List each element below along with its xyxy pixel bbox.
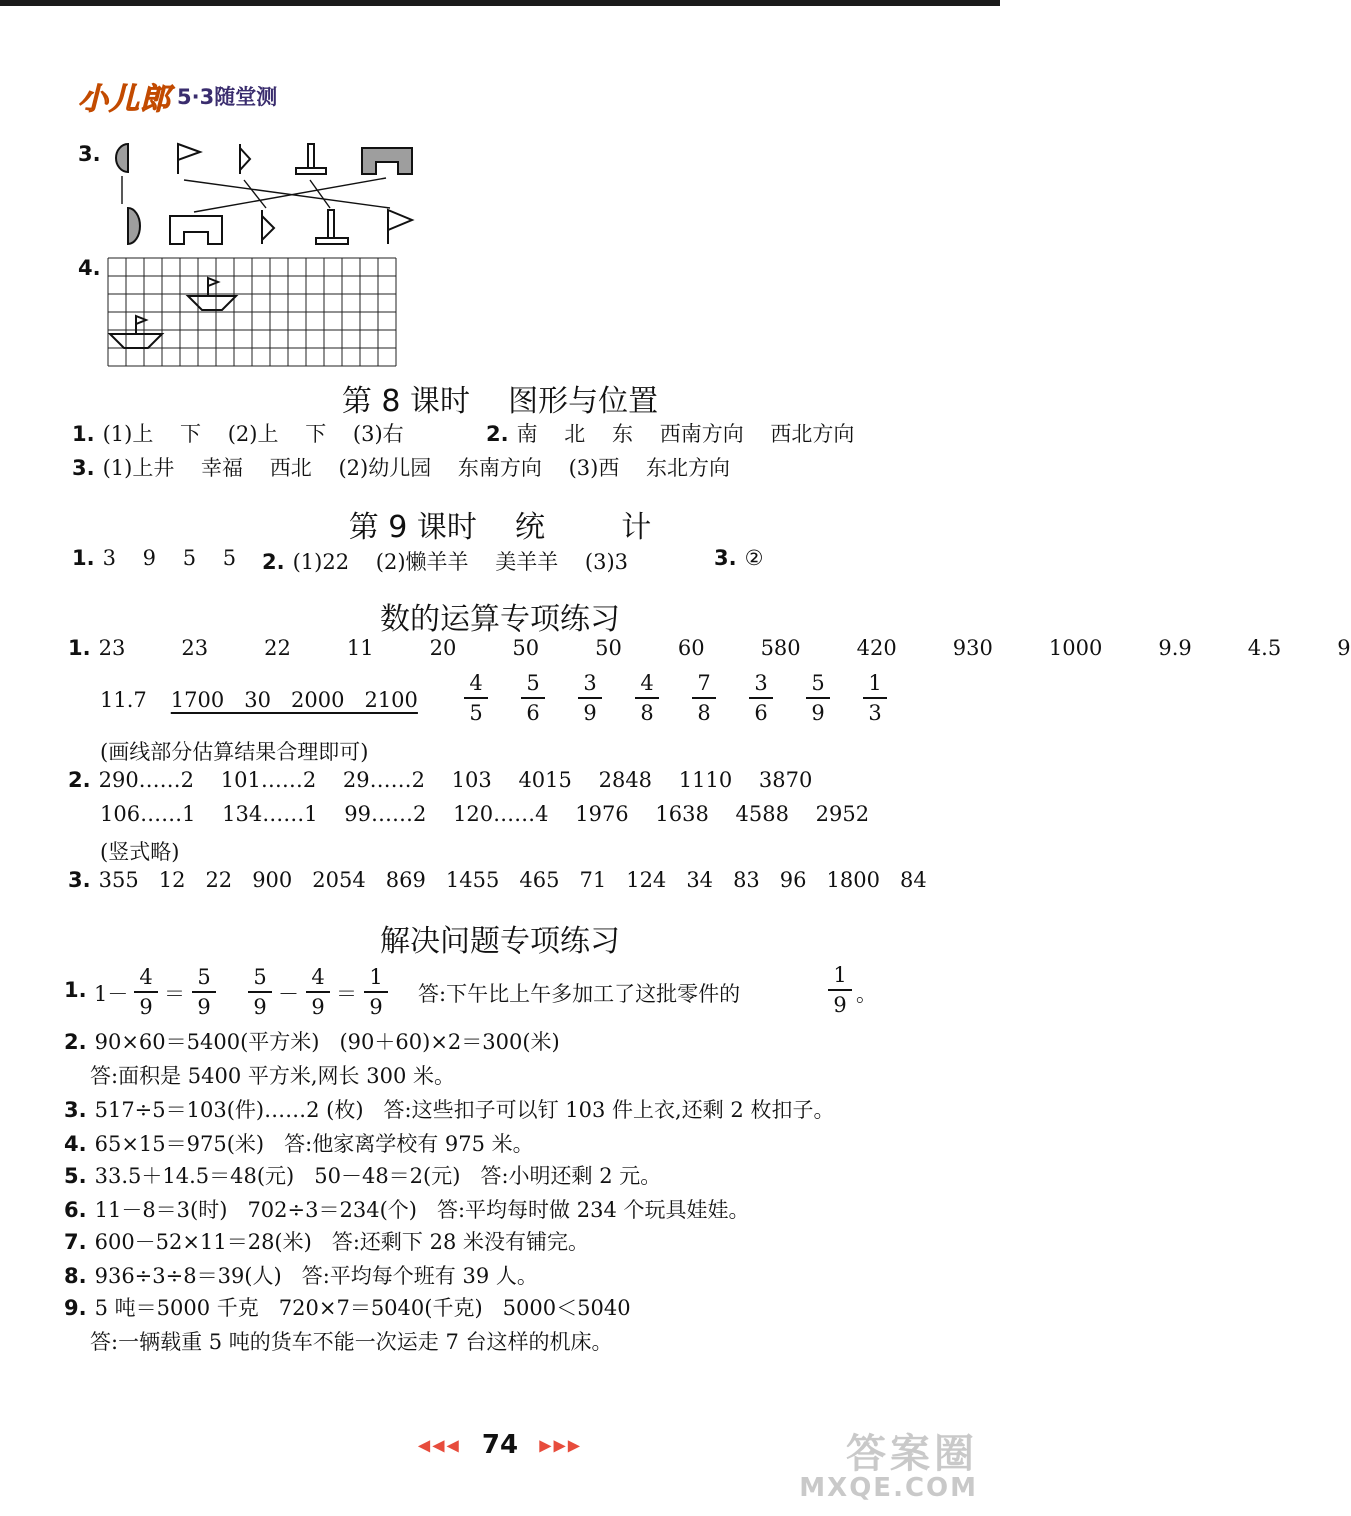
numerator: 4	[139, 965, 153, 989]
q-number: 3.	[68, 868, 91, 892]
solve-q5	[64, 1160, 661, 1190]
denominator: 9	[311, 994, 325, 1019]
q3-figure-number: 3.	[78, 142, 101, 166]
q-number: 3.	[72, 456, 95, 480]
q-number: 6.	[64, 1198, 87, 1222]
fraction-bar	[635, 697, 659, 699]
numerator: 1	[369, 965, 383, 989]
watermark-url: MXQE.COM	[799, 1473, 978, 1503]
numerator: 4	[311, 965, 325, 989]
denominator: 6	[754, 700, 768, 725]
calc-section-title: 数的运算专项练习	[380, 602, 620, 637]
q-number: 9.	[64, 1296, 87, 1320]
q-number: 2.	[64, 1030, 87, 1054]
denominator: 9	[833, 992, 847, 1017]
solve-q8	[64, 1260, 538, 1290]
fraction-bar	[828, 989, 852, 991]
fraction-bar	[134, 991, 158, 993]
numerator: 5	[526, 671, 540, 695]
top-border	[0, 0, 1000, 6]
solve-q1-period: 。	[856, 982, 877, 1006]
solve-q1-fraction-5	[364, 964, 388, 1020]
solve-q4	[64, 1128, 534, 1158]
denominator: 8	[640, 700, 654, 725]
solve-q9	[64, 1292, 631, 1322]
half-circle-shape-2	[128, 208, 140, 244]
calc-q1-fraction	[578, 670, 602, 726]
q-number: 1.	[68, 636, 91, 660]
numerator: 1	[833, 963, 847, 987]
calc-q1-fraction	[749, 670, 773, 726]
q-number: 3.	[714, 546, 737, 570]
lesson9-q2	[262, 546, 628, 576]
calc-note-vertical: (竖式略)	[100, 840, 180, 864]
flag-shape	[178, 144, 200, 160]
fraction-bar	[364, 991, 388, 993]
solve-q7-text: 600－52×11＝28(米) 答:还剩下 28 米没有铺完。	[94, 1230, 589, 1254]
q-number: 1.	[72, 546, 95, 570]
fraction-bar	[248, 991, 272, 993]
q-number: 2.	[68, 768, 91, 792]
solve-q6	[64, 1194, 750, 1224]
lesson8-q1	[72, 418, 404, 448]
half-circle-shape	[116, 144, 128, 172]
fraction-bar	[806, 697, 830, 699]
denominator: 5	[469, 700, 483, 725]
q-number: 3.	[64, 1098, 87, 1122]
denominator: 8	[697, 700, 711, 725]
numerator: 5	[253, 965, 267, 989]
calc-q1-fraction	[464, 670, 488, 726]
denominator: 6	[526, 700, 540, 725]
calc-q1-fraction	[521, 670, 545, 726]
solve-q2	[64, 1026, 560, 1056]
brand-logo	[78, 74, 277, 118]
calc-q1-fraction	[635, 670, 659, 726]
calc-q2-values-a: 290……2 101……2 29……2 103 4015 2848 1110 3870	[98, 768, 813, 792]
fraction-bar	[692, 697, 716, 699]
denominator: 9	[811, 700, 825, 725]
brand-subtitle: 5·3随堂测	[177, 85, 278, 109]
numerator: 3	[583, 671, 597, 695]
q4-figure-number: 4.	[78, 256, 101, 280]
q-number: 8.	[64, 1264, 87, 1288]
calc-note-estimate: (画线部分估算结果合理即可)	[100, 740, 369, 764]
calc-q2-row1	[68, 768, 812, 792]
q-number: 1.	[64, 978, 87, 1002]
shape-matching-figure	[100, 140, 430, 250]
lesson9-q3-answer: ②	[744, 546, 764, 570]
denominator: 9	[139, 994, 153, 1019]
fraction-bar	[192, 991, 216, 993]
translation-grid-figure	[104, 254, 400, 370]
solve-q4-text: 65×15＝975(米) 答:他家离学校有 975 米。	[94, 1132, 534, 1156]
lesson9-q2-answer: (1)22 (2)懒羊羊 美羊羊 (3)3	[292, 550, 629, 574]
solve-q3-text: 517÷5＝103(件)……2 (枚) 答:这些扣子可以钉 103 件上衣,还剩 2 枚扣子。	[94, 1098, 835, 1122]
lesson8-q3-answer: (1)上井 幸福 西北 (2)幼儿园 东南方向 (3)西 东北方向	[102, 456, 731, 480]
q-number: 1.	[72, 422, 95, 446]
denominator: 9	[197, 994, 211, 1019]
q-number: 5.	[64, 1164, 87, 1188]
right-arrows-icon: ▶▶▶	[539, 1435, 583, 1455]
fraction-bar	[521, 697, 545, 699]
solve-q3	[64, 1094, 834, 1124]
calc-q3-values: 355 12 22 900 2054 869 1455 465 71 124 34 83 96 1800 84	[98, 868, 927, 892]
solve-q1-fraction-1	[134, 964, 158, 1020]
solve-q9-work: 5 吨＝5000 千克 720×7＝5040(千克) 5000＜5040	[94, 1296, 631, 1320]
lesson8-q2	[486, 418, 854, 448]
q-number: 2.	[486, 422, 509, 446]
fraction-bar	[306, 991, 330, 993]
solve-q6-text: 11－8＝3(时) 702÷3＝234(个) 答:平均每时做 234 个玩具娃娃。	[94, 1198, 750, 1222]
fraction-bar	[863, 697, 887, 699]
numerator: 5	[811, 671, 825, 695]
solve-q1-answer-fraction	[828, 962, 852, 1018]
lesson9-q1-answer: 3 9 5 5	[102, 546, 237, 570]
calc-q3	[68, 868, 927, 892]
solve-q7	[64, 1226, 589, 1256]
watermark	[799, 1422, 978, 1503]
calc-q1-row2	[100, 688, 418, 712]
denominator: 9	[253, 994, 267, 1019]
lesson9-q1	[72, 546, 236, 570]
numerator: 4	[469, 671, 483, 695]
calc-q1-row1	[68, 636, 1351, 660]
brand-name: 小儿郎	[78, 82, 171, 117]
watermark-text: 答案圈	[846, 1431, 978, 1477]
denominator: 9	[369, 994, 383, 1019]
solve-q9-answer: 答:一辆载重 5 吨的货车不能一次运走 7 台这样的机床。	[90, 1330, 613, 1354]
solve-q2-work: 90×60＝5400(平方米) (90＋60)×2＝300(米)	[94, 1030, 560, 1054]
solve-q2-answer: 答:面积是 5400 平方米,网长 300 米。	[90, 1064, 455, 1088]
lesson8-q1-answer: (1)上 下 (2)上 下 (3)右	[102, 422, 404, 446]
solve-q1-fraction-4	[306, 964, 330, 1020]
q-number: 4.	[64, 1132, 87, 1156]
q-number: 2.	[262, 550, 285, 574]
fraction-bar	[749, 697, 773, 699]
fraction-bar	[578, 697, 602, 699]
calc-q1-fraction	[806, 670, 830, 726]
lesson9-q3	[714, 546, 763, 570]
calc-q1-fraction	[692, 670, 716, 726]
solve-q5-text: 33.5＋14.5＝48(元) 50－48＝2(元) 答:小明还剩 2 元。	[94, 1164, 662, 1188]
numerator: 3	[754, 671, 768, 695]
calc-q1-fraction	[863, 670, 887, 726]
numerator: 7	[697, 671, 711, 695]
lesson9-title: 第 9 课时 统 计	[348, 510, 652, 545]
left-arrows-icon: ◀◀◀	[417, 1435, 461, 1455]
solve-q8-text: 936÷3÷8＝39(人) 答:平均每个班有 39 人。	[94, 1264, 538, 1288]
lesson8-q2-answer: 南 北 东 西南方向 西北方向	[516, 422, 855, 446]
solve-q1-fraction-2	[192, 964, 216, 1020]
fraction-bar	[464, 697, 488, 699]
solve-q1-lead: 1－	[94, 982, 129, 1006]
lesson8-title: 第 8 课时 图形与位置	[341, 384, 659, 419]
calc-q2-values-b: 106……1 134……1 99……2 120……4 1976 1638 4588 2952	[100, 802, 870, 826]
solve-section-title: 解决问题专项练习	[380, 924, 620, 959]
solve-q1-number	[64, 978, 95, 1002]
calc-q1-values: 23 23 22 11 20 50 50 60 580 420 930 1000 9.9 4.5 9	[98, 636, 1351, 660]
solve-q1-answer: 答:下午比上午多加工了这批零件的	[418, 982, 741, 1006]
denominator: 9	[583, 700, 597, 725]
solve-q1-fraction-3	[248, 964, 272, 1020]
lesson8-q3	[72, 452, 730, 482]
calc-q1-value-11-7: 11.7	[100, 688, 147, 712]
solve-q1-equals-2: ＝	[336, 982, 357, 1006]
numerator: 4	[640, 671, 654, 695]
numerator: 5	[197, 965, 211, 989]
denominator: 3	[868, 700, 882, 725]
solve-q1-minus: －	[278, 982, 299, 1006]
calc-q1-underlined-estimates: 1700 30 2000 2100	[170, 688, 418, 712]
numerator: 1	[868, 671, 882, 695]
solve-q1-equals-1: ＝	[164, 982, 185, 1006]
q-number: 7.	[64, 1230, 87, 1254]
page-number: 74	[481, 1430, 519, 1460]
